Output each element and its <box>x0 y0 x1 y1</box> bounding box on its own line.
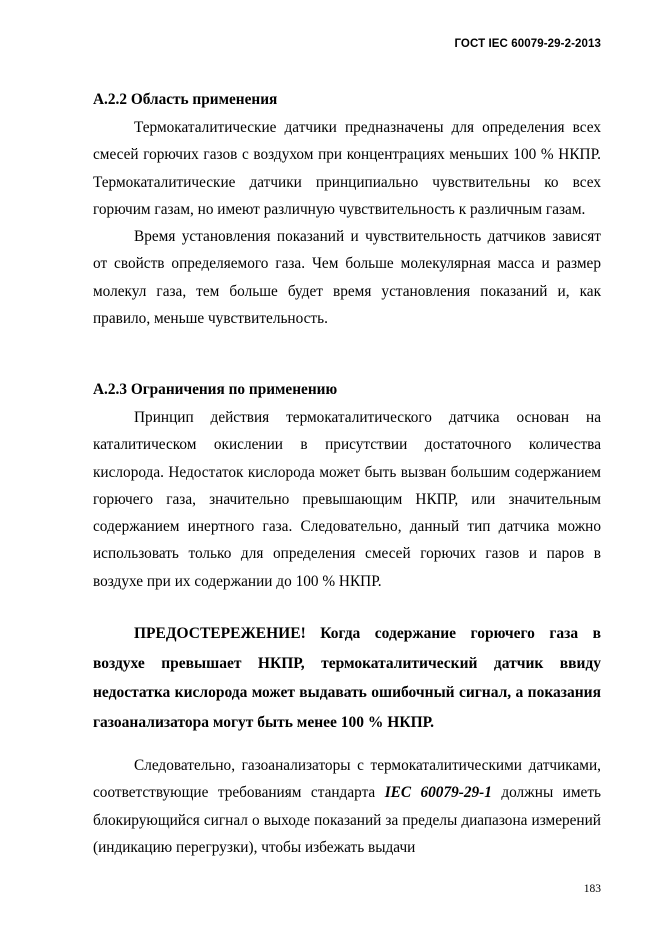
standard-reference: IEC 60079-29-1 <box>384 784 492 802</box>
section-a23-paragraph: Принцип действия термокаталитического датчика основан на каталитическом окислении в присутствии достаточного количества кислорода. Недостаток кислорода может быть вызван большим содержанием горючего газа, значительно превышающим НКПР, или значительным содержанием инертного газа. Следовательно, данный тип датчика можно использовать только для определения смесей горючих газов и паров в воздухе при их содержании до 100 % НКПР. <box>93 409 601 590</box>
final-section <box>93 752 601 861</box>
final-paragraph-before: Следовательно, газоанализаторы с термокаталитическими датчиками, соответствующие требованиям стандарта <box>93 757 601 802</box>
warning-block <box>93 619 601 737</box>
warning-text: ПРЕДОСТЕРЕЖЕНИЕ! Когда содержание горючего газа в воздухе превышает НКПР, термокаталитический датчик ввиду недостатка кислорода может выдавать ошибочный сигнал, а показания газоанализатора могут быть менее 100 % НКПР. <box>93 625 601 731</box>
section-a22-paragraph-1: Термокаталитические датчики предназначены для определения всех смесей горючих газов с воздухом при концентрациях меньших 100 % НКПР. Термокаталитические датчики принципиально чувствительны ко всех горючим газам, но имеют различную чувствительность к различным газам. <box>93 119 601 218</box>
section-a22-paragraph-2: Время установления показаний и чувствительность датчиков зависят от свойств определяемого газа. Чем больше молекулярная масса и размер молекул газа, тем больше будет время установления показаний и, как правило, меньше чувствительность. <box>93 228 601 328</box>
section-a22-heading: А.2.2 Область применения <box>93 91 278 108</box>
section-a23 <box>93 380 601 595</box>
section-a23-heading: А.2.3 Ограничения по применению <box>93 381 338 398</box>
document-code-header: ГОСТ IEC 60079-29-2-2013 <box>454 38 601 50</box>
final-paragraph <box>93 752 601 861</box>
page-number: 183 <box>583 883 601 895</box>
final-paragraph-after: должны иметь блокирующийся сигнал о выходе показаний за пределы диапазона измерений (индикацию перегрузки), чтобы избежать выдачи <box>93 784 601 856</box>
section-a22 <box>93 90 601 332</box>
